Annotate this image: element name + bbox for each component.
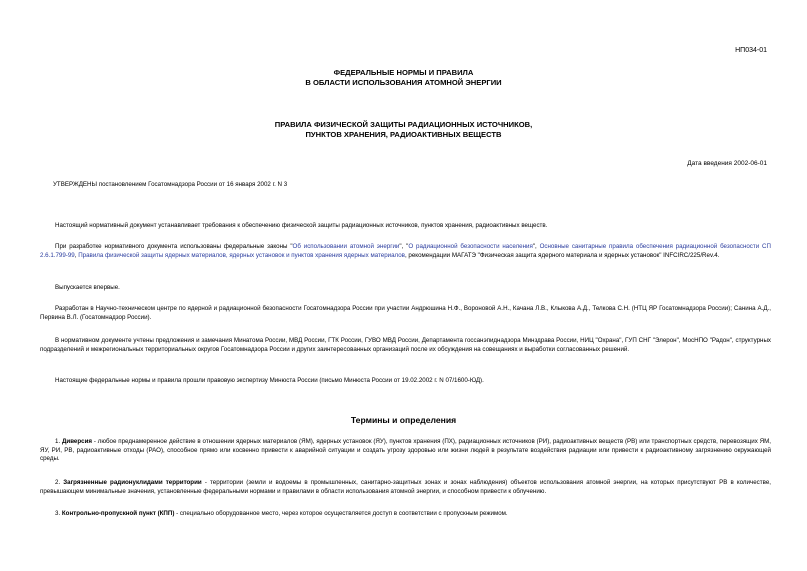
- term-name: Диверсия: [62, 438, 93, 445]
- term-item: [40, 438, 771, 464]
- link-atomic-energy-law[interactable]: Об использовании атомной энергии: [292, 243, 400, 250]
- term-item: [40, 479, 771, 496]
- paragraph-sources: [40, 243, 771, 260]
- term-number: 1.: [55, 438, 62, 445]
- text-fragment: ",: [532, 243, 540, 250]
- header-line-1: ФЕДЕРАЛЬНЫЕ НОРМЫ И ПРАВИЛА: [333, 68, 474, 77]
- title-line-1: ПРАВИЛА ФИЗИЧЕСКОЙ ЗАЩИТЫ РАДИАЦИОННЫХ ИСТОЧНИКОВ,: [274, 120, 533, 129]
- term-definition: - специально оборудованное место, через которое осуществляется доступ в соответствии с пропускным режимом.: [174, 510, 508, 517]
- text-fragment: , рекомендации МАГАТЭ "Физическая защита ядерного материала и ядерных установок" INFCIRC/225/Rev.4.: [404, 251, 720, 259]
- term-name: Контрольно-пропускной пункт (КПП): [61, 510, 175, 517]
- header-line-2: В ОБЛАСТИ ИСПОЛЬЗОВАНИЯ АТОМНОЙ ЭНЕРГИИ: [305, 78, 502, 87]
- term-definition: - территории (земли и водоемы в промышленных, санитарно-защитных зонах и зонах наблюдения) объектов использования атомной энергии, на которых присутствуют РВ в количестве, превышающем минимальные значения, установленные федеральными нормами и правилами в области использования атомной энергии, и способном привести к облучению.: [40, 479, 771, 495]
- term-definition: - любое преднамеренное действие в отношении ядерных материалов (ЯМ), ядерных установок (ЯУ), пунктов хранения (ПХ), радиационных источников (РИ), радиоактивных веществ (РВ) или транспортных средств, перевозящих ЯМ, ЯУ, РИ, РВ, радиоактивные отходы (РАО), способное прямо или косвенно привести к аварийной ситуации и создать угрозу здоровью или жизни людей в результате воздействия радиации или привести к радиоактивному загрязнению окружающей среды.: [40, 438, 771, 463]
- term-number: 2.: [55, 479, 64, 486]
- title-line-2: ПУНКТОВ ХРАНЕНИЯ, РАДИОАКТИВНЫХ ВЕЩЕСТВ: [305, 130, 502, 139]
- link-physical-protection-rules[interactable]: Правила физической защиты ядерных материалов, ядерных установок и пунктов хранения ядерных материалов: [78, 251, 405, 259]
- paragraph-first-issue: Выпускается впервые.: [55, 284, 120, 291]
- terms-heading: Термины и определения: [350, 415, 457, 425]
- text-fragment: ,: [74, 251, 79, 259]
- paragraph-legal-review: Настоящие федеральные нормы и правила прошли правовую экспертизу Минюста России (письмо Минюста России от 19.02.2002 г. N 07/1600-ЮД).: [55, 377, 484, 384]
- paragraph-suggestions: В нормативном документе учтены предложения и замечания Минатома России, МВД России, ГТК России, ГУВО МВД России, Департамента госсанэпиднадзора Минздрава России, НИЦ "Охрана", ГУП СНГ "Элерон", МосНПО "Радон", структурных подразделений и межрегиональных территориальных округов Госатомнадзора России и других заинтересованных организаций после их обсуждения на совещаниях и выработки согласованных решений.: [40, 337, 771, 353]
- term-name: Загрязненные радионуклидами территории: [63, 479, 202, 486]
- link-radiation-safety-law[interactable]: О радиационной безопасности населения: [408, 243, 533, 250]
- term-item: [40, 510, 771, 519]
- paragraph-developers: Разработан в Научно-техническом центре по ядерной и радиационной безопасности Госатомнадзора России при участии Андрюшина Н.Ф., Вороновой А.Н., Качана Л.В., Клыкова А.Д., Телкова С.Н. (НТЦ ЯР Госатомнадзора России); Санина А.Д., Первина В.Л. (Госатомнадзор России).: [40, 305, 771, 321]
- text-fragment: При разработке нормативного документа использованы федеральные законы ": [55, 243, 293, 250]
- link-sanitary-rules[interactable]: Основные санитарные правила обеспечения радиационной безопасности СП 2.6.1.799-99: [40, 243, 771, 259]
- approved-line: УТВЕРЖДЕНЫ постановлением Госатомнадзора России от 16 января 2002 г. N 3: [53, 181, 288, 188]
- intro-date: Дата введения 2002-06-01: [687, 160, 767, 167]
- term-number: 3.: [55, 510, 62, 517]
- document-code: НП034-01: [735, 47, 767, 54]
- text-fragment: ", ": [399, 243, 409, 250]
- paragraph-scope: Настоящий нормативный документ устанавливает требования к обеспечению физической защиты радиационных источников, пунктов хранения, радиоактивных веществ.: [55, 222, 548, 229]
